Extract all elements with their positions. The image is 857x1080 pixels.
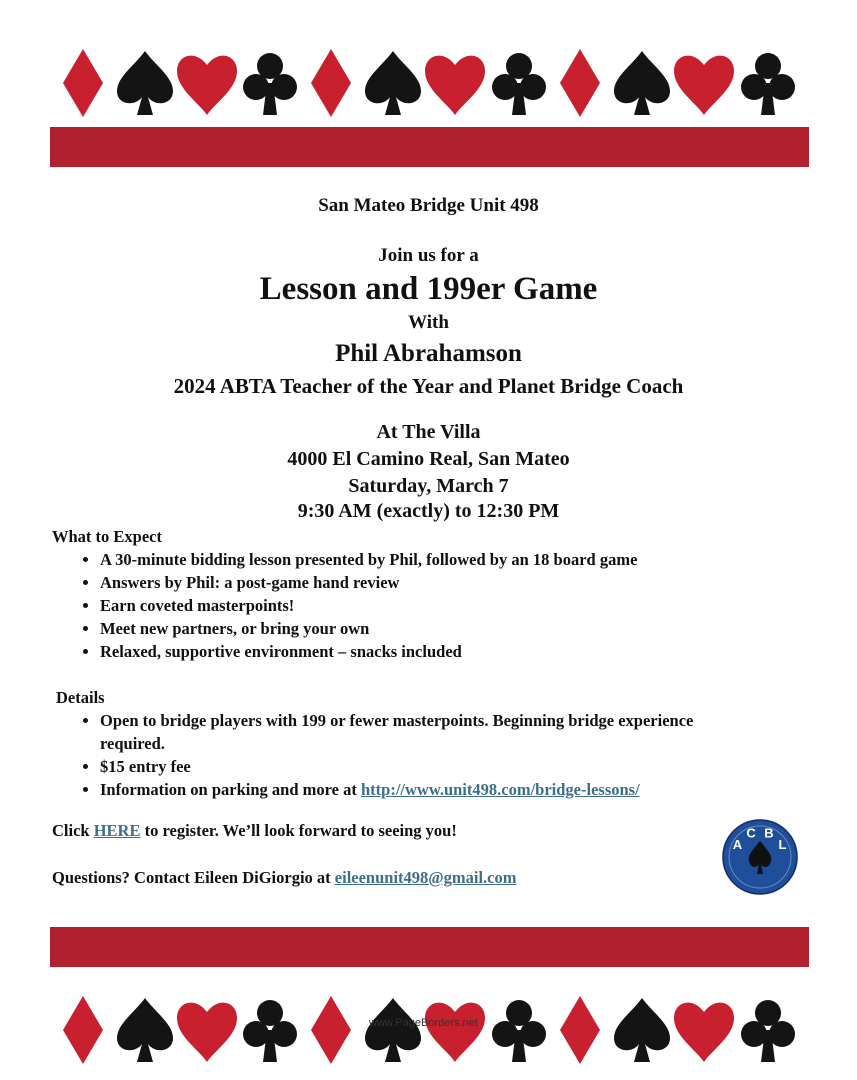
spade-icon [117, 998, 173, 1062]
bottom-suits-border [0, 985, 857, 1075]
club-icon [492, 1000, 546, 1062]
spade-icon [365, 998, 421, 1062]
register-prefix: Click [52, 821, 94, 840]
club-icon [741, 53, 795, 115]
heart-icon [425, 1003, 485, 1062]
expect-item: • A 30-minute bidding lesson presented by Phil, followed by an 18 board game [100, 548, 772, 571]
details-item: • $15 entry fee [100, 755, 756, 778]
details-list [56, 709, 756, 801]
spade-icon [614, 998, 670, 1062]
venue-place: At The Villa [376, 421, 481, 443]
expect-heading: What to Expect [52, 527, 162, 546]
heart-icon [177, 56, 237, 115]
venue-address: 4000 El Camino Real, San Mateo [287, 448, 570, 470]
top-red-bar [50, 127, 809, 167]
expect-list [52, 548, 772, 663]
svg-text:ACBL: AC BL [732, 825, 787, 852]
diamond-icon [63, 996, 103, 1064]
heart-icon [177, 1003, 237, 1062]
event-title: Lesson and 199er Game [259, 271, 598, 307]
event-date: Saturday, March 7 [348, 475, 509, 497]
teacher-name: Phil Abrahamson [335, 340, 522, 367]
diamond-icon [63, 49, 103, 117]
heart-icon [425, 56, 485, 115]
spade-icon [614, 51, 670, 115]
club-icon [741, 1000, 795, 1062]
expect-item: • Meet new partners, or bring your own [100, 617, 772, 640]
heart-icon [674, 1003, 734, 1062]
details-item-text: Information on parking and more at [100, 780, 361, 799]
what-to-expect-section [52, 525, 772, 663]
register-here-link[interactable]: HERE [93, 821, 141, 840]
contact-prefix: Questions? Contact Eileen DiGiorgio at [52, 868, 335, 887]
acbl-logo [722, 819, 798, 895]
details-item: • Open to bridge players with 199 or fewer masterpoints. Beginning bridge experience required. [100, 709, 756, 755]
with-line: With [408, 312, 449, 333]
register-line [52, 821, 457, 841]
club-icon [243, 1000, 297, 1062]
club-icon [243, 53, 297, 115]
event-time: 9:30 AM (exactly) to 12:30 PM [297, 500, 560, 522]
register-suffix: to register. We’ll look forward to seeing you! [140, 821, 457, 840]
bridge-lessons-link[interactable]: http://www.unit498.com/bridge-lessons/ [360, 780, 640, 799]
diamond-icon [311, 49, 351, 117]
spade-icon [117, 51, 173, 115]
diamond-icon [560, 49, 600, 117]
heart-icon [674, 56, 734, 115]
details-section [56, 686, 756, 801]
contact-email-link[interactable]: eileenunit498@gmail.com [334, 868, 517, 887]
teacher-title: 2024 ABTA Teacher of the Year and Planet Bridge Coach [173, 374, 684, 398]
bottom-red-bar [50, 927, 809, 967]
org-name: San Mateo Bridge Unit 498 [318, 195, 539, 216]
club-icon [492, 53, 546, 115]
expect-item: • Earn coveted masterpoints! [100, 594, 772, 617]
spade-icon [365, 51, 421, 115]
details-item [100, 778, 756, 801]
expect-item: • Relaxed, supportive environment – snacks included [100, 640, 772, 663]
diamond-icon [311, 996, 351, 1064]
details-heading: Details [56, 688, 105, 707]
diamond-icon [560, 996, 600, 1064]
contact-line [52, 868, 516, 888]
watermark: www.PageBorders.net [369, 1017, 478, 1029]
expect-item: • Answers by Phil: a post-game hand review [100, 571, 772, 594]
top-suits-border [0, 38, 857, 128]
join-line: Join us for a [378, 245, 479, 266]
